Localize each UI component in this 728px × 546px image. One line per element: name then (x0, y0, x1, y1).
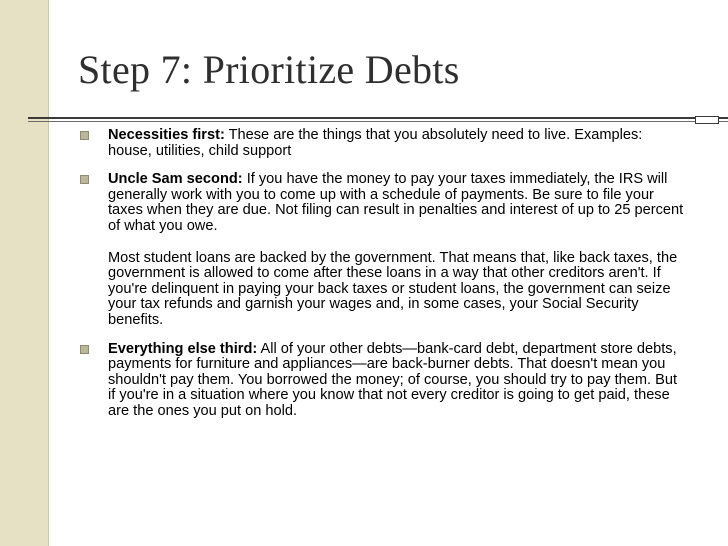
left-decorative-band (0, 0, 48, 546)
bullet-text: These are the things that you absolutely need to live. Examples: house, utilities, child support (108, 127, 643, 159)
bullet-item (78, 128, 688, 159)
square-bullet-icon (80, 175, 89, 184)
bullet-list (78, 128, 688, 433)
left-band-border (48, 0, 49, 546)
title-divider (28, 117, 728, 119)
bullet-paragraph (108, 128, 688, 159)
bullet-paragraph (108, 172, 688, 234)
bullet-text: All of your other debts—bank-card debt, department store debts, payments for furniture and appliances—are back-burner debts. That doesn't mean you shouldn't pay them. You borrowed the money; of course, you should try to pay them. But if you're in a situation where you know that not every creditor is going to get paid, these are the ones you put on hold. (108, 340, 678, 419)
title-divider-thin (28, 121, 728, 122)
bullet-lead: Uncle Sam second: (108, 171, 243, 188)
bullet-paragraph (108, 342, 688, 420)
bullet-lead: Necessities first: (108, 127, 225, 143)
bullet-text: If you have the money to pay your taxes immediately, the IRS will generally work with you to come up with a schedule of payments. Be sure to file your taxes when they are due. Not filing can result in penalties and interest of up to 25 percent of what you owe. (108, 171, 684, 234)
divider-end-box (695, 116, 719, 124)
bullet-item (78, 342, 688, 420)
bullet-paragraph: Most student loans are backed by the government. That means that, like back taxes, the government is allowed to come after these loans in a way that other creditors aren't. If you're delinquent in paying your back taxes or student loans, the government can seize your tax refunds and garnish your wages and, in some cases, your Social Security benefits. (108, 249, 678, 328)
slide-title: Step 7: Prioritize Debts (78, 47, 460, 92)
bullet-lead: Everything else third: (108, 340, 258, 357)
square-bullet-icon (80, 131, 89, 140)
square-bullet-icon (80, 345, 89, 354)
bullet-item (78, 172, 688, 328)
